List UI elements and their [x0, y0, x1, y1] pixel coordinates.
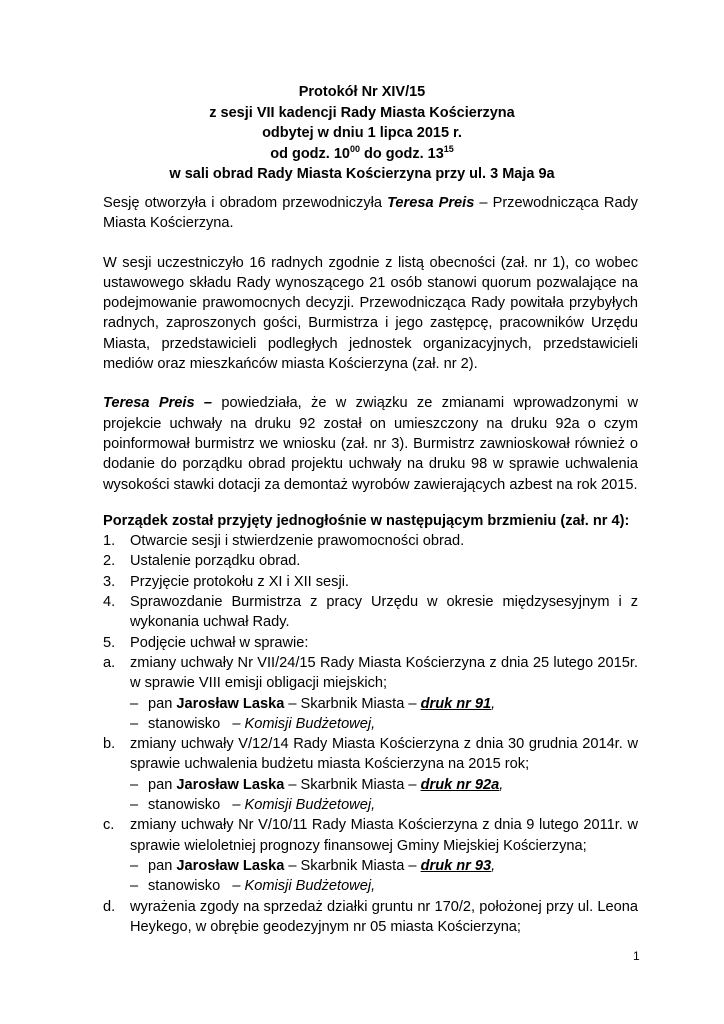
attendance-paragraph: W sesji uczestniczyło 16 radnych zgodnie z listą obecności (zał. nr 1), co wobec ustawowego składu Rady wynoszącego 21 osób stanowi quorum pozwalające na podejmowanie prawomocnych decyzji. Przewodnicząca Rady powitała przybyłych radnych, zaproszonych gości, Burmistrza i jego zastępcę, pracowników Urzędu Miasta, przedstawicieli podległych jednostek organizacyjnych, przedstawicieli mediów oraz mieszkańców miasta Kościerzyna (zał. nr 2). [103, 254, 638, 373]
sub-item-text: zmiany uchwały V/12/14 Rady Miasta Kościerzyna z dnia 30 grudnia 2014r. w sprawie uchwalenia budżetu miasta Kościerzyna na 2015 rok; [130, 736, 638, 773]
presenter-name: Jarosław Laska [176, 695, 285, 712]
speaker-name: Teresa Preis – [103, 395, 213, 412]
opinion-committee: – Komisji Budżetowej, [232, 878, 376, 895]
item-text: Otwarcie sesji i stwierdzenie prawomocności obrad. [130, 533, 465, 550]
item-number: 3. [103, 573, 116, 590]
opening-paragraph [103, 193, 638, 234]
time-line [0, 144, 724, 165]
opinion-text [148, 795, 375, 815]
location-line: w sali obrad Rady Miasta Kościerzyna przy ul. 3 Maja 9a [169, 166, 555, 182]
presenter-prefix: pan [148, 857, 177, 874]
sub-item-letter: c. [103, 817, 115, 834]
sub-item [103, 734, 638, 775]
item-number: 2. [103, 553, 116, 570]
session-line: z sesji VII kadencji Rady Miasta Kościerzyna [209, 104, 515, 121]
sub-item-text: wyrażenia zgody na sprzedaż działki gruntu nr 170/2, położonej przy ul. Leona Heykego, w obrębie geodezyjnym nr 05 miasta Kościerzyna; [130, 898, 638, 935]
opinion-committee: – Komisji Budżetowej, [232, 715, 376, 732]
document-header [0, 82, 724, 185]
item-number: 4. [103, 594, 116, 611]
druk-suffix: , [491, 695, 496, 712]
presenter-line [103, 775, 638, 795]
sub-item-text: zmiany uchwały Nr VII/24/15 Rady Miasta Kościerzyna z dnia 25 lutego 2015r. w sprawie VIII emisji obligacji miejskich; [130, 654, 638, 692]
list-item [103, 572, 638, 592]
sub-item-letter: a. [103, 654, 116, 671]
druk-reference: druk nr 93 [420, 857, 492, 874]
sub-item [103, 653, 638, 694]
presenter-role: – Skarbnik Miasta – [284, 695, 421, 712]
presenter-name: Jarosław Laska [176, 776, 285, 793]
dash: – [130, 715, 139, 732]
sub-item [103, 897, 638, 938]
opinion-text [148, 876, 375, 896]
opening-text: Sesję otworzyła i obradom przewodniczyła [103, 195, 388, 211]
druk-suffix: , [491, 857, 496, 874]
chair-name: Teresa Preis [387, 195, 475, 211]
page-number: 1 [633, 949, 640, 963]
sub-item [103, 815, 638, 856]
presenter-line [103, 694, 638, 714]
list-item [103, 551, 638, 571]
time-start-label: od godz. 10 [270, 145, 350, 162]
opinion-text [148, 714, 375, 734]
opinion-label: stanowisko [148, 878, 221, 895]
opinion-committee: – Komisji Budżetowej, [232, 797, 376, 814]
presenter-text [148, 856, 495, 876]
sub-item-letter: b. [103, 736, 116, 753]
presenter-text [148, 775, 503, 795]
dash: – [130, 797, 139, 814]
dash: – [130, 776, 139, 793]
dash: – [130, 878, 139, 895]
agenda-heading: Porządek został przyjęty jednogłośnie w następującym brzmieniu (zał. nr 4): [103, 512, 630, 529]
opinion-line [103, 714, 638, 734]
item-number: 5. [103, 634, 116, 651]
opinion-label: stanowisko [148, 715, 221, 732]
date-line: odbytej w dniu 1 lipca 2015 r. [262, 125, 462, 141]
agenda-change-text: powiedziała, że w związku ze zmianami wprowadzonymi w projekcie uchwały na druku 92 został on umieszczony na druku 92a o czym poinformował burmistrz we wniosku (zał. nr 3). Burmistrz zawnioskował również o dodanie do porządku obrad projektu uchwały na druku 98 w sprawie uchwalenia wysokości stawki dotacji za demontaż wyrobów zawierających azbest na rok 2015. [103, 395, 638, 493]
list-item [103, 531, 638, 551]
presenter-role: – Skarbnik Miasta – [284, 776, 421, 793]
list-item [103, 633, 638, 653]
sub-item-letter: d. [103, 898, 116, 915]
presenter-role: – Skarbnik Miasta – [284, 857, 421, 874]
item-text: Sprawozdanie Burmistrza z pracy Urzędu w okresie międzysesyjnym i z wykonania uchwał Rady. [130, 594, 638, 631]
presenter-name: Jarosław Laska [176, 857, 285, 874]
list-item [103, 592, 638, 633]
dash: – [130, 857, 139, 874]
agenda-change-paragraph [103, 393, 638, 494]
opinion-line [103, 876, 638, 896]
presenter-text [148, 694, 495, 714]
agenda-list [103, 531, 638, 937]
time-start-minutes: 00 [349, 143, 360, 154]
presenter-prefix: pan [148, 695, 177, 712]
item-text: Ustalenie porządku obrad. [130, 553, 301, 570]
item-text: Przyjęcie protokołu z XI i XII sesji. [130, 573, 349, 590]
chair-role: – Przewodnicząca Rady Miasta Kościerzyna. [103, 195, 638, 232]
opinion-label: stanowisko [148, 797, 221, 814]
opinion-line [103, 795, 638, 815]
document-body [103, 193, 638, 937]
sub-item-text: zmiany uchwały Nr V/10/11 Rady Miasta Kościerzyna z dnia 9 lutego 2011r. w sprawie wieloletniej prognozy finansowej Gminy Miejskiej Kościerzyna; [130, 817, 638, 854]
item-number: 1. [103, 533, 116, 550]
druk-reference: druk nr 92a [420, 776, 500, 793]
presenter-prefix: pan [148, 776, 177, 793]
time-end-minutes: 15 [443, 143, 454, 154]
time-end-label: do godz. 13 [359, 145, 444, 162]
protocol-title: Protokół Nr XIV/15 [298, 84, 426, 100]
item-text: Podjęcie uchwał w sprawie: [130, 634, 309, 651]
druk-suffix: , [499, 776, 504, 793]
presenter-line [103, 856, 638, 876]
druk-reference: druk nr 91 [420, 695, 492, 712]
dash: – [130, 695, 139, 712]
